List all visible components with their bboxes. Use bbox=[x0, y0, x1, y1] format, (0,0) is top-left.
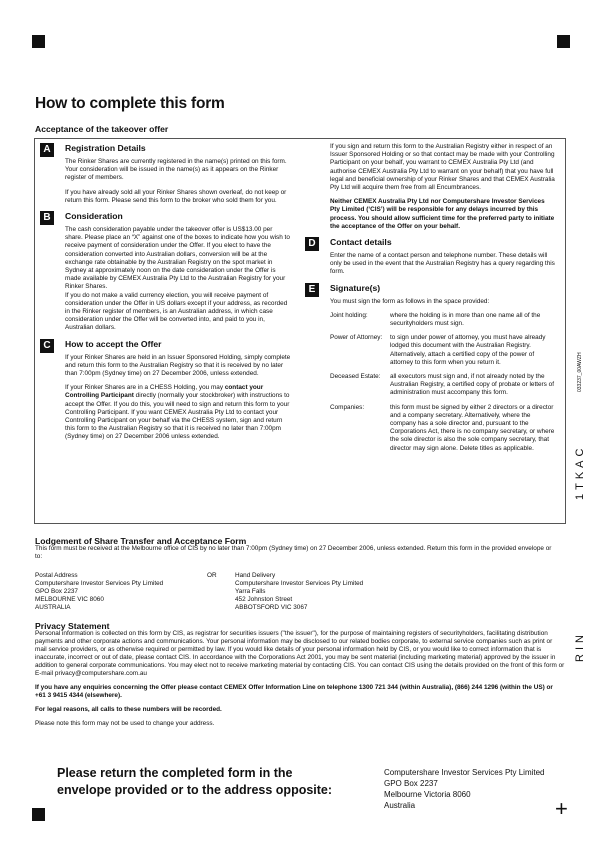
section-a-text-2: If you have already sold all your Rinker Shares shown overleaf, do not keep or return this form. Please send this form to the broker who sold them for you. bbox=[65, 188, 287, 204]
privacy-section bbox=[35, 622, 565, 728]
page-title: How to complete this form bbox=[35, 95, 225, 112]
signature-row: Joint holding: where the holding is in more than one name all of the securityholders must sign. bbox=[330, 311, 541, 328]
section-d bbox=[308, 237, 556, 277]
section-subtitle: Acceptance of the takeover offer bbox=[35, 124, 169, 134]
section-c bbox=[43, 338, 291, 442]
section-e-badge: E bbox=[305, 283, 319, 297]
section-c-text-1: If your Rinker Shares are held in an Issuer Sponsored Holding, simply complete and return this form to the Australian Registry so that it is received by no later than 7:00pm (Sydney time) on 27 December 2006, unless extended. bbox=[65, 353, 291, 378]
side-code-rin: RIN bbox=[574, 631, 586, 662]
address-note: Please note this form may not be used to change your address. bbox=[35, 720, 215, 727]
section-d-text: Enter the name of a contact person and telephone number. These details will only be used in the event that the Australian Registry has a query regarding this form. bbox=[330, 252, 555, 276]
section-c-text-4: Neither CEMEX Australia Pty Ltd nor Computershare Investor Services Pty Limited (‘CIS’) will be responsible for any delays incurred by this process. You should allow sufficient time for the preferred party to initiate the acceptance of the Offer on your behalf. bbox=[330, 198, 555, 230]
section-e-intro: You must sign the form as follows in the space provided: bbox=[330, 297, 490, 305]
left-column bbox=[43, 143, 291, 448]
section-d-badge: D bbox=[305, 237, 319, 251]
lodgement-text: This form must be received at the Melbourne office of CIS by no later than 7:00pm (Sydney time) on 27 December 2006, unless extended. Return this form in the provided envelope or to: bbox=[35, 545, 552, 560]
return-address: Computershare Investor Services Pty Limited GPO Box 2237 Melbourne Victoria 8060 Australia bbox=[384, 768, 545, 810]
section-e-heading: Signature(s) bbox=[330, 282, 381, 293]
section-b-badge: B bbox=[40, 211, 54, 225]
registration-mark-top-right bbox=[557, 35, 570, 48]
section-a bbox=[43, 143, 291, 205]
return-instruction: Please return the completed form in the envelope provided or to the address opposite: bbox=[57, 766, 333, 797]
registration-mark-bottom-left bbox=[32, 808, 45, 821]
signature-row: Companies: this form must be signed by either 2 directors or a director and a company secretary. Alternatively, where the company has a sole director and, pursuant to the Corporations Act, there is no company secretary, or where the sole director is also the sole company secretary, that director may sign alone. Delete titles as applicable. bbox=[330, 403, 555, 452]
section-b bbox=[43, 211, 291, 333]
section-a-badge: A bbox=[40, 143, 54, 157]
section-a-text-1: The Rinker Shares are currently registered in the name(s) printed on this form. Your consideration will be issued in the name(s) as it appears on the Rinker register of members. bbox=[65, 158, 287, 182]
crosshair-mark: + bbox=[555, 796, 568, 821]
section-a-heading: Registration Details bbox=[65, 143, 146, 153]
section-b-text-1: The cash consideration payable under the takeover offer is US$13.00 per share. Please place an “X” against one of the boxes to indicate how you wish to receive payment of consideration under the Offer. If you elect to have the consideration converted into Australian dollars, conversion will be at the exchange rate obtainable by the Australian Registry on the spot market in Sydney at approximately noon on the date consideration under the Offer is made available by CEMEX Australia Pty Ltd to the Australian Registry for your Rinker Shares. bbox=[65, 226, 290, 291]
section-c-badge: C bbox=[40, 339, 54, 353]
section-d-heading: Contact details bbox=[330, 237, 392, 248]
registration-mark-top-left bbox=[32, 35, 45, 48]
postal-address: Postal Address Computershare Investor Services Pty Limited GPO Box 2237 MELBOURNE VIC 8060 AUSTRALIA bbox=[35, 572, 164, 611]
section-b-heading: Consideration bbox=[65, 211, 123, 222]
section-b-text-2: If you do not make a valid currency election, you will receive payment of consideration under the Offer in US dollars except if your address, as recorded in the Rinker register of members, is an Australian address, in which case consideration under the Offer will be converted into, and paid to you in, Australian dollars. bbox=[65, 291, 288, 332]
address-or: OR bbox=[207, 572, 217, 579]
legal-note: For legal reasons, all calls to these numbers will be recorded. bbox=[35, 706, 222, 713]
enquiries-text: If you have any enquiries concerning the Offer please contact CEMEX Offer Information Line on telephone 1300 721 344 (within Australia), (866) 244 1296 (within the US) or +61 3 9415 4344 (elsewhere). bbox=[35, 684, 553, 699]
section-c-text-2: If your Rinker Shares are in a CHESS Holding, you may contact your Controlling Participant directly (normally your stockbroker) with instructions to accept the Offer. If you do this, you will need to sign and return this form to your Controlling Participant. If you want CEMEX Australia Pty Ltd to contact your Controlling Participant on your behalf via the CHESS system, sign and return this form to the Australian Registry so that it is received no later than 7:00pm (Sydney time) on 27 December 2006 unless extended. bbox=[65, 384, 290, 441]
lodgement-heading: Lodgement of Share Transfer and Acceptance Form bbox=[35, 536, 247, 546]
section-e bbox=[308, 282, 556, 453]
signature-row: Deceased Estate: all executors must sign and, if not already noted by the Australian Registry, a certified copy of probate or letters of administration must accompany this form. bbox=[330, 373, 554, 397]
lodgement-section bbox=[35, 537, 555, 561]
section-c-text-3: If you sign and return this form to the Australian Registry either in respect of an Issuer Sponsored Holding or so that contact may be made with your Controlling Participant on your behalf, you warrant to CEMEX Australia Pty Ltd (and authorise CEMEX Australia Pty Ltd to warrant on your behalf) that you have full legal and beneficial ownership of your Rinker Shares and that CEMEX Australia Pty Ltd will acquire them free from all Encumbrances. bbox=[330, 143, 555, 192]
right-column bbox=[308, 143, 556, 459]
form-code: 033237_00AWZH bbox=[577, 352, 583, 392]
privacy-heading: Privacy Statement bbox=[35, 621, 110, 631]
hand-delivery-address: Hand Delivery Computershare Investor Services Pty Limited Yarra Falls 452 Johnston Street ABBOTSFORD VIC 3067 bbox=[235, 572, 364, 611]
privacy-text: Personal information is collected on this form by CIS, as registrar for securities issuers ("the issuer"), for the purpose of maintaining registers of securityholders, facilitating distribution payments and other corporate actions and communications. Your personal information may be disclosed to our related bodies corporate, to external service companies such as print or mail service providers, or as otherwise required or permitted by law. If you would like details of your personal information held by CIS, or you would like to correct information that is inaccurate, incorrect or out of date, please contact CIS. In accordance with the Corporations Act 2001, you may be sent material (including marketing material) approved by the issuer in addition to general corporate communications. You may elect not to receive marketing material by contacting CIS. You can contact CIS using the details provided on the front of this form or E-mail privacy@computershare.com.au bbox=[35, 630, 565, 677]
side-code-tkac: 1TKAC bbox=[574, 444, 586, 500]
signature-row: Power of Attorney: to sign under power of attorney, you must have already lodged this document with the Australian Registry. Alternatively, attach a certified copy of the power of attorney to this form when you return it. bbox=[330, 334, 546, 366]
section-c-heading: How to accept the Offer bbox=[65, 338, 162, 349]
